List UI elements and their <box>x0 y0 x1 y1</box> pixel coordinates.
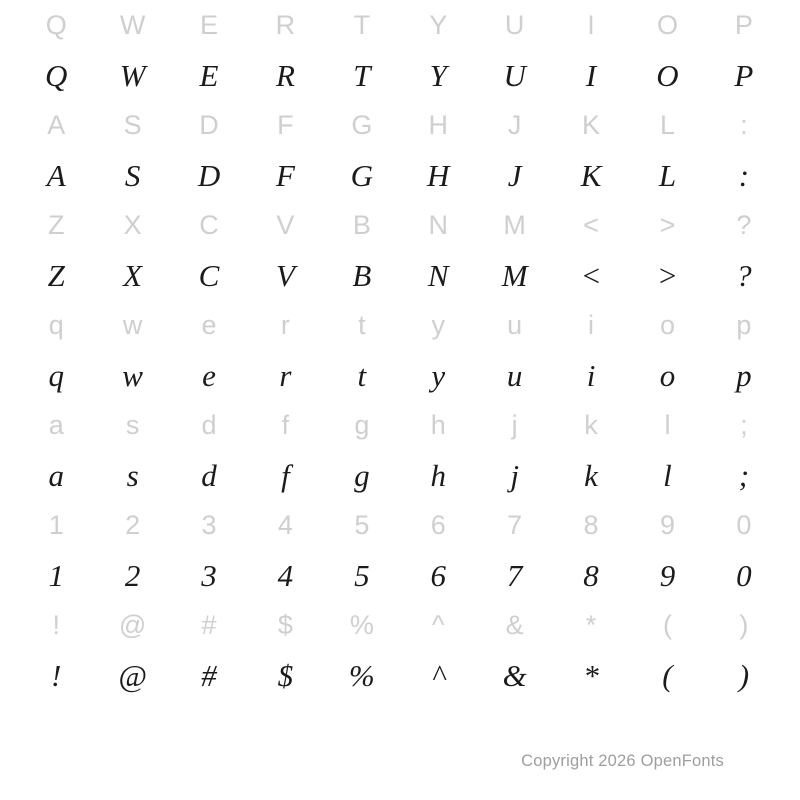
glyph-cell: o <box>659 357 676 393</box>
glyph-cell: * <box>585 609 597 640</box>
glyph-cell: l <box>663 457 672 493</box>
glyph-cell: M <box>501 257 528 293</box>
glyph-cell: % <box>349 609 374 640</box>
glyph-cell: I <box>587 9 595 40</box>
reference-row <box>18 400 782 450</box>
glyph-cell: I <box>585 57 597 93</box>
glyph-cell: p <box>736 309 752 340</box>
glyph-cell: H <box>427 157 450 193</box>
glyph-cell: 1 <box>48 509 64 540</box>
reference-row <box>18 100 782 150</box>
glyph-cell: 9 <box>659 557 676 593</box>
glyph-cell: f <box>281 409 290 440</box>
glyph-cell: 0 <box>736 557 752 593</box>
glyph-cell: L <box>659 109 675 140</box>
glyph-cell: G <box>350 157 374 193</box>
reference-row <box>18 200 782 250</box>
glyph-cell: K <box>582 109 601 140</box>
glyph-cell: q <box>48 309 64 340</box>
glyph-cell: K <box>580 157 602 193</box>
glyph-cell: f <box>281 457 290 493</box>
reference-row <box>18 500 782 550</box>
glyph-cell: Y <box>429 57 447 93</box>
glyph-cell: 3 <box>201 509 217 540</box>
glyph-cell: ) <box>738 657 750 693</box>
glyph-cell: B <box>352 209 371 240</box>
glyph-cell: & <box>502 657 527 693</box>
glyph-cell: y <box>431 309 445 340</box>
specimen-row <box>18 650 782 700</box>
glyph-cell: D <box>197 157 221 193</box>
glyph-cell: U <box>504 9 525 40</box>
glyph-cell: ) <box>739 609 749 640</box>
glyph-cell: T <box>353 57 371 93</box>
glyph-cell: 2 <box>125 509 141 540</box>
glyph-cell: ( <box>662 657 673 693</box>
glyph-cell: a <box>48 409 64 440</box>
glyph-cell: h <box>430 409 446 440</box>
glyph-cell: J <box>507 157 522 193</box>
glyph-cell: 9 <box>659 509 675 540</box>
glyph-cell: D <box>199 109 219 140</box>
glyph-cell: T <box>353 9 371 40</box>
glyph-cell: P <box>734 57 754 93</box>
glyph-cell: J <box>507 109 522 140</box>
glyph-cell: 6 <box>430 509 446 540</box>
glyph-cell: A <box>46 157 66 193</box>
glyph-cell: i <box>586 357 596 393</box>
glyph-cell: e <box>202 357 216 393</box>
glyph-cell: 7 <box>507 509 523 540</box>
glyph-cell: h <box>430 457 446 493</box>
glyph-cell: E <box>200 9 219 40</box>
glyph-cell: $ <box>277 657 294 693</box>
glyph-cell: : <box>738 157 750 193</box>
glyph-cell: ^ <box>431 609 445 640</box>
glyph-cell: ? <box>736 257 752 293</box>
glyph-cell: B <box>352 257 372 293</box>
glyph-cell: X <box>123 257 143 293</box>
glyph-cell: C <box>198 257 220 293</box>
specimen-row <box>18 150 782 200</box>
glyph-cell: ^ <box>431 657 445 693</box>
specimen-row <box>18 50 782 100</box>
glyph-cell: t <box>357 357 367 393</box>
glyph-cell: Q <box>45 57 68 93</box>
glyph-cell: N <box>428 209 448 240</box>
glyph-cell: w <box>122 357 143 393</box>
reference-row <box>18 600 782 650</box>
glyph-cell: U <box>503 57 526 93</box>
glyph-cell: Z <box>47 257 65 293</box>
glyph-cell: @ <box>118 609 147 640</box>
glyph-cell: s <box>126 457 139 493</box>
glyph-cell: 7 <box>506 557 523 593</box>
glyph-cell: 8 <box>583 509 599 540</box>
glyph-cell: 3 <box>201 557 217 593</box>
glyph-cell: j <box>511 409 518 440</box>
glyph-cell: k <box>584 409 598 440</box>
glyph-cell: k <box>584 457 598 493</box>
glyph-cell: a <box>48 457 64 493</box>
glyph-cell: Z <box>47 209 65 240</box>
glyph-cell: ! <box>51 657 62 693</box>
specimen-row <box>18 450 782 500</box>
glyph-cell: ( <box>662 609 672 640</box>
glyph-cell: > <box>659 209 676 240</box>
glyph-cell: V <box>276 209 295 240</box>
glyph-cell: r <box>280 309 290 340</box>
glyph-cell: ; <box>740 409 748 440</box>
glyph-cell: % <box>348 657 375 693</box>
glyph-cell: V <box>275 257 295 293</box>
glyph-cell: 2 <box>124 557 141 593</box>
glyph-cell: i <box>588 309 595 340</box>
glyph-cell: 8 <box>583 557 599 593</box>
specimen-row <box>18 350 782 400</box>
glyph-cell: F <box>275 157 295 193</box>
glyph-cell: d <box>201 409 217 440</box>
glyph-cell: 4 <box>277 557 294 593</box>
glyph-cell: R <box>275 9 296 40</box>
glyph-cell: & <box>505 609 524 640</box>
glyph-cell: # <box>201 609 217 640</box>
specimen-row <box>18 250 782 300</box>
glyph-cell: # <box>201 657 217 693</box>
glyph-cell: u <box>506 357 523 393</box>
glyph-cell: g <box>354 409 370 440</box>
glyph-cell: S <box>124 157 141 193</box>
glyph-cell: O <box>656 57 679 93</box>
glyph-cell: E <box>199 57 219 93</box>
glyph-cell: u <box>507 309 523 340</box>
glyph-cell: l <box>664 409 671 440</box>
glyph-cell: 4 <box>277 509 293 540</box>
reference-row <box>18 0 782 50</box>
glyph-cell: 0 <box>736 509 752 540</box>
glyph-cell: q <box>48 357 64 393</box>
glyph-cell: 1 <box>48 557 64 593</box>
glyph-cell: ? <box>736 209 752 240</box>
glyph-cell: P <box>734 9 753 40</box>
glyph-cell: R <box>275 57 295 93</box>
glyph-cell: @ <box>118 657 147 693</box>
reference-row <box>18 300 782 350</box>
glyph-cell: j <box>510 457 519 493</box>
glyph-cell: S <box>123 109 142 140</box>
glyph-cell: g <box>354 457 370 493</box>
glyph-cell: M <box>503 209 526 240</box>
glyph-cell: G <box>351 109 373 140</box>
glyph-cell: w <box>122 309 143 340</box>
glyph-cell: 5 <box>354 557 370 593</box>
glyph-cell: $ <box>277 609 293 640</box>
glyph-cell: X <box>123 209 142 240</box>
copyright-notice: Copyright 2026 OpenFonts <box>521 752 724 770</box>
glyph-cell: ; <box>738 457 750 493</box>
glyph-cell: A <box>47 109 66 140</box>
glyph-cell: o <box>659 309 675 340</box>
glyph-cell: < <box>580 257 602 293</box>
specimen-row <box>18 550 782 600</box>
glyph-cell: r <box>279 357 292 393</box>
glyph-cell: p <box>736 357 752 393</box>
glyph-cell: O <box>656 9 678 40</box>
glyph-cell: N <box>427 257 449 293</box>
glyph-cell: y <box>431 357 446 393</box>
glyph-cell: > <box>656 257 678 293</box>
glyph-cell: 6 <box>430 557 446 593</box>
glyph-cell: t <box>358 309 366 340</box>
glyph-cell: ! <box>52 609 60 640</box>
glyph-cell: Y <box>429 9 448 40</box>
glyph-cell: L <box>658 157 677 193</box>
glyph-cell: < <box>583 209 599 240</box>
glyph-cell: 5 <box>354 509 370 540</box>
glyph-cell: Q <box>45 9 67 40</box>
glyph-cell: W <box>119 57 146 93</box>
glyph-cell: s <box>125 409 140 440</box>
glyph-cell: F <box>277 109 294 140</box>
glyph-cell: e <box>201 309 217 340</box>
glyph-cell: : <box>740 109 748 140</box>
glyph-cell: H <box>428 109 448 140</box>
glyph-cell: C <box>199 209 219 240</box>
glyph-cell: d <box>201 457 217 493</box>
glyph-cell: * <box>583 657 599 693</box>
glyph-cell: W <box>119 9 146 40</box>
